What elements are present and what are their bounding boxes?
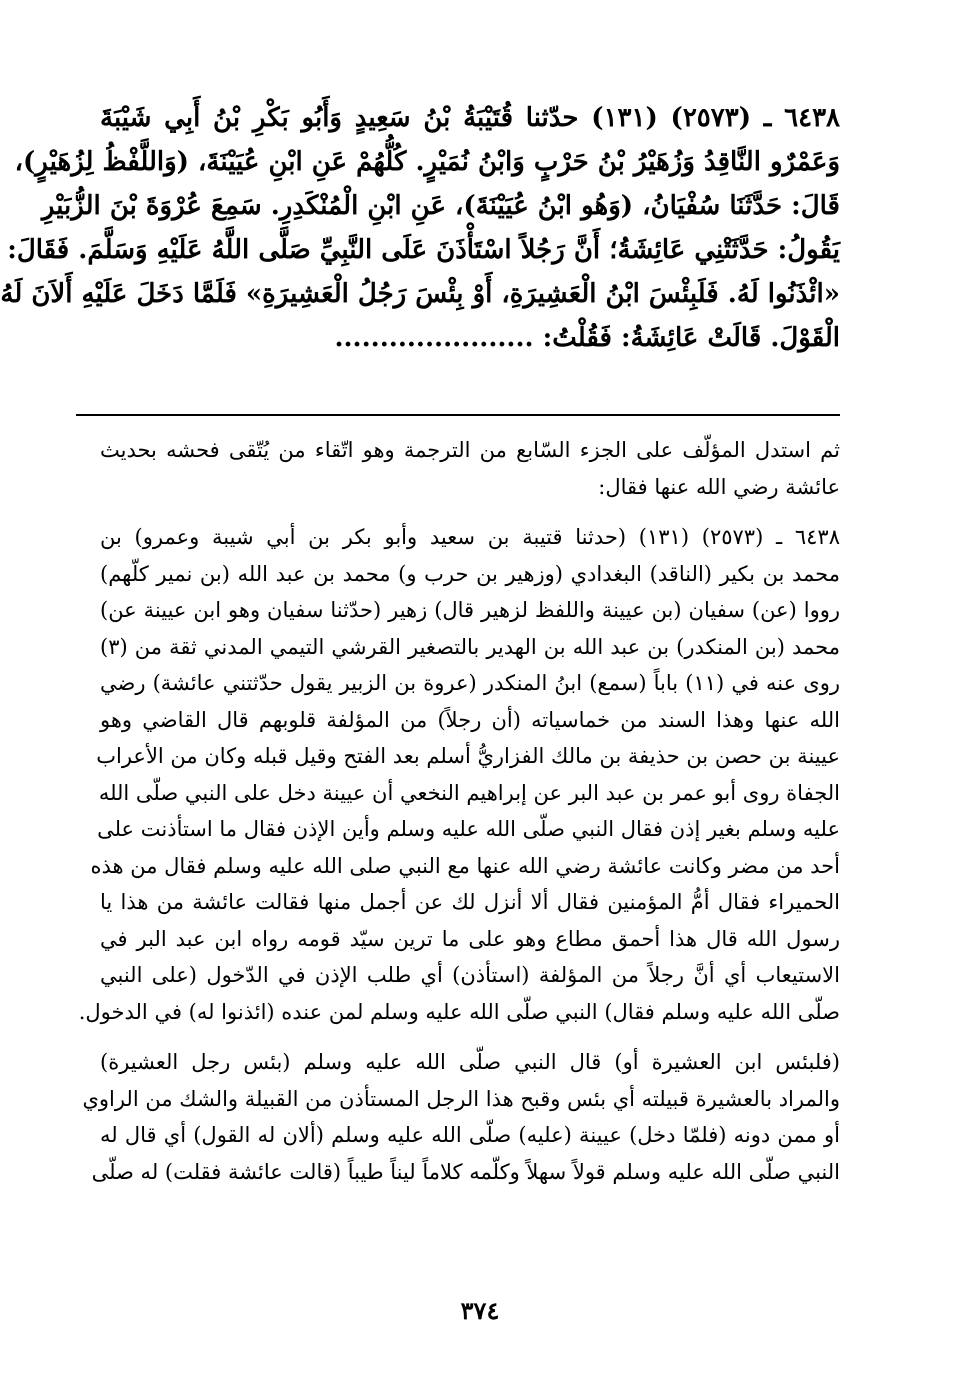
commentary-line: (فلبئس ابن العشيرة أو) قال النبي صلّى الله عليه وسلم (بئس رجل العشيرة): [100, 1050, 840, 1074]
commentary-line: أحد من مضر وكانت عائشة رضي الله عنها مع النبي صلى الله عليه وسلم فقال من هذه: [90, 853, 840, 878]
commentary-line: روى عنه في (١١) باباً (سمع) ابنُ المنكدر (عروة بن الزبير يقول حدّثتني عائشة) رضي: [100, 671, 841, 695]
section-divider: [76, 414, 840, 416]
commentary-line: والمراد بالعشيرة قبيلته أي بئس وقبح هذا الرجل المستأذن من القبيلة والشك من الراوي: [82, 1086, 840, 1111]
hadith-line: الْقَوْلَ. قَالَتْ عَائِشَةُ: فَقُلْتُ: ......................: [334, 323, 840, 353]
commentary-line: أو ممن دونه (فلمّا دخل) عيينة (عليه) صلّى الله عليه وسلم (ألان له القول) أي قال له: [100, 1123, 840, 1147]
hadith-line: ٦٤٣٨ ـ (٢٥٧٣) (١٣١) حدّثنا قُتَيْبَةُ بْنُ سَعِيدٍ وَأَبُو بَكْرِ بْنُ أَبِي شَيْبَةَ: [100, 103, 840, 133]
commentary-line: ٦٤٣٨ ـ (٢٥٧٣) (١٣١) (حدثنا قتيبة بن سعيد وأبو بكر بن أبي شيبة وعمرو) بن: [100, 525, 840, 549]
commentary-line: الاستيعاب أي أنَّ رجلاً من المؤلفة (استأذن) أي طلب الإذن في الدّخول (على النبي: [100, 963, 840, 987]
commentary-line: الجفاة روى أبو عمر بن عبد البر عن إبراهيم النخعي أن عيينة دخل على النبي صلّى الله: [98, 780, 840, 805]
commentary-line: ثم استدل المؤلّف على الجزء السّابع من الترجمة وهو اتّقاء من يُتّقى فحشه بحديث: [100, 438, 840, 462]
page-content: [0, 96, 841, 1184]
hadith-line: «ائْذَنُوا لَهُ. فَلَبِئْسَ ابْنُ الْعَشِيرَةِ، أَوْ بِئْسَ رَجُلُ الْعَشِيرَةِ» فَلَمَّا دَخَلَ عَلَيْهِ أَلاَنَ لَهُ: [0, 279, 840, 309]
commentary-line: محمد بن بكير (الناقد) البغدادي (وزهير بن حرب و) محمد بن عبد الله (بن نمير كلّهم): [100, 561, 840, 586]
commentary-line: رسول الله قال هذا أحمق مطاع وهو على ما ترين سيّد قومه رواه ابن عبد البر في: [100, 926, 840, 951]
hadith-line: قَالَ: حَدَّثَنَا سُفْيَانُ، (وَهُو ابْنُ عُيَيْنَةَ)، عَنِ ابْنِ الْمُنْكَدِرِ. سَمِعَ عُرْوَةَ بْنَ الزُّبَيْرِ: [41, 191, 840, 221]
commentary-line: عليه وسلم بغير إذن فقال النبي صلّى الله عليه وسلم وأين الإذن فقال ما استأذنت على: [97, 817, 840, 841]
commentary-line: النبي صلّى الله عليه وسلم قولاً سهلاً وكلّمه كلاماً ليناً طيباً (قالت عائشة فقلت) له صلّى: [91, 1159, 840, 1184]
commentary-line: صلّى الله عليه وسلم فقال) النبي صلّى الله عليه وسلم لمن عنده (ائذنوا له) في الدخول.: [78, 999, 840, 1024]
hadith-line: وَعَمْرٌو النَّاقِدُ وَزُهَيْرُ بْنُ حَرْبٍ وَابْنُ نُمَيْرٍ. كُلُّهُمْ عَنِ ابْنِ عُيَيْنَةَ، (وَاللَّفْظُ لِزُهَيْرٍ)،: [14, 147, 840, 177]
hadith-line: يَقُولُ: حَدَّثَتْنِي عَائِشَةُ؛ أَنَّ رَجُلاً اسْتَأْذَنَ عَلَى النَّبِيِّ صَلَّى اللَّهُ عَلَيْهِ وَسَلَّمَ. فَقَالَ:: [7, 235, 840, 265]
commentary-line: رووا (عن) سفيان (بن عيينة واللفظ لزهير قال) زهير (حدّثنا سفيان وهو ابن عيينة عن): [100, 598, 840, 622]
hadith-text: [0, 96, 840, 360]
commentary-intro: [100, 432, 840, 505]
commentary-line: الحميراء فقال أمُّ المؤمنين فقال ألا أنزل لك عن أجمل منها فقالت عائشة من هذا يا: [100, 890, 840, 914]
commentary-line: محمد (بن المنكدر) بن عبد الله بن الهدير بالتصغير القرشي التيمي المدني ثقة من (٣): [100, 634, 840, 659]
commentary-paragraph-2: [82, 1044, 840, 1190]
commentary-paragraph-1: [78, 519, 841, 1030]
commentary-line: عيينة بن حصن بن حذيفة بن مالك الفزاريُّ أسلم بعد الفتح وقيل قبله وكان من الأعراب: [96, 744, 840, 768]
page-number: ٣٧٤: [460, 1296, 500, 1325]
commentary-line: الله عنها وهذا السند من خماسياته (أن رجلاً) من المؤلفة قلوبهم قال القاضي وهو: [100, 707, 840, 732]
commentary-text: [78, 432, 841, 1204]
commentary-line: عائشة رضي الله عنها فقال:: [598, 474, 840, 499]
